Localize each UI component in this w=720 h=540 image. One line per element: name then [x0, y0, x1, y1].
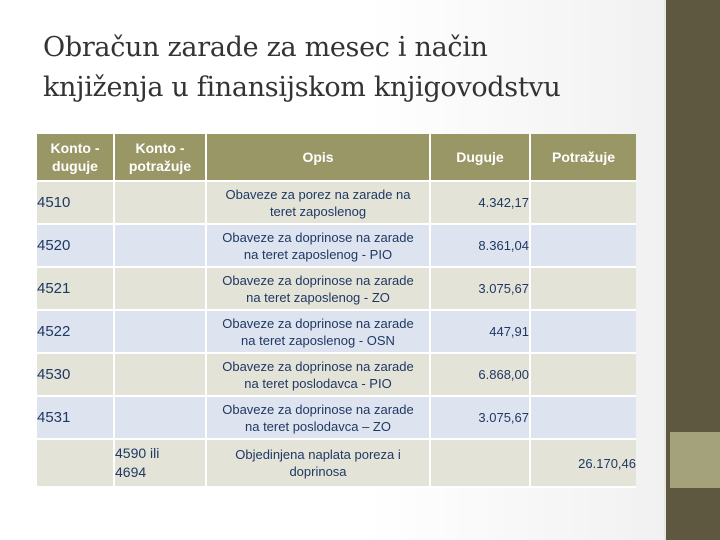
cell-potrazuje — [531, 354, 636, 397]
cell-potrazuje — [531, 268, 636, 311]
slide-title-line-1: Obračun zarade za mesec i način — [43, 32, 488, 63]
cell-duguje: 6.868,00 — [431, 354, 531, 397]
cell-konto-potrazuje — [115, 397, 207, 440]
cell-konto-potrazuje: 4590 ili 4694 — [115, 440, 207, 488]
journal-entry-table — [37, 134, 636, 488]
cell-duguje: 3.075,67 — [431, 268, 531, 311]
header-konto-duguje: Konto - duguje — [37, 134, 115, 182]
slide-title-line-2: knjiženja u finansijskom knjigovodstvu — [43, 72, 561, 103]
cell-konto-potrazuje — [115, 354, 207, 397]
table-row — [37, 440, 636, 488]
cell-opis: Obaveze za porez na zarade na teret zaposlenog — [207, 182, 431, 225]
cell-duguje: 4.342,17 — [431, 182, 531, 225]
table-row — [37, 225, 636, 268]
table-row — [37, 397, 636, 440]
cell-duguje: 447,91 — [431, 311, 531, 354]
cell-opis: Obaveze za doprinose na zarade na teret zaposlenog - PIO — [207, 225, 431, 268]
cell-potrazuje — [531, 311, 636, 354]
table-header-row — [37, 134, 636, 182]
cell-opis: Obaveze za doprinose na zarade na teret poslodavca - PIO — [207, 354, 431, 397]
cell-konto-potrazuje — [115, 311, 207, 354]
cell-konto-potrazuje — [115, 268, 207, 311]
header-duguje: Duguje — [431, 134, 531, 182]
cell-konto-duguje: 4521 — [37, 268, 115, 311]
cell-duguje: 8.361,04 — [431, 225, 531, 268]
cell-opis: Obaveze za doprinose na zarade na teret zaposlenog - ZO — [207, 268, 431, 311]
cell-duguje — [431, 440, 531, 488]
cell-potrazuje: 26.170,46 — [531, 440, 636, 488]
cell-duguje: 3.075,67 — [431, 397, 531, 440]
cell-konto-duguje: 4522 — [37, 311, 115, 354]
header-konto-potrazuje: Konto - potražuje — [115, 134, 207, 182]
cell-potrazuje — [531, 182, 636, 225]
table-row — [37, 182, 636, 225]
cell-konto-duguje — [37, 440, 115, 488]
slide-title — [43, 28, 653, 108]
cell-potrazuje — [531, 397, 636, 440]
cell-konto-duguje: 4520 — [37, 225, 115, 268]
cell-opis: Objedinjena naplata poreza i doprinosa — [207, 440, 431, 488]
table-row — [37, 311, 636, 354]
header-potrazuje: Potražuje — [531, 134, 636, 182]
cell-opis: Obaveze za doprinose na zarade na teret poslodavca – ZO — [207, 397, 431, 440]
cell-potrazuje — [531, 225, 636, 268]
cell-opis: Obaveze za doprinose na zarade na teret zaposlenog - OSN — [207, 311, 431, 354]
table-row — [37, 354, 636, 397]
side-accent-block — [670, 432, 720, 488]
cell-konto-duguje: 4530 — [37, 354, 115, 397]
table-row — [37, 268, 636, 311]
cell-konto-duguje: 4531 — [37, 397, 115, 440]
cell-konto-potrazuje — [115, 225, 207, 268]
cell-konto-potrazuje — [115, 182, 207, 225]
cell-konto-duguje: 4510 — [37, 182, 115, 225]
header-opis: Opis — [207, 134, 431, 182]
